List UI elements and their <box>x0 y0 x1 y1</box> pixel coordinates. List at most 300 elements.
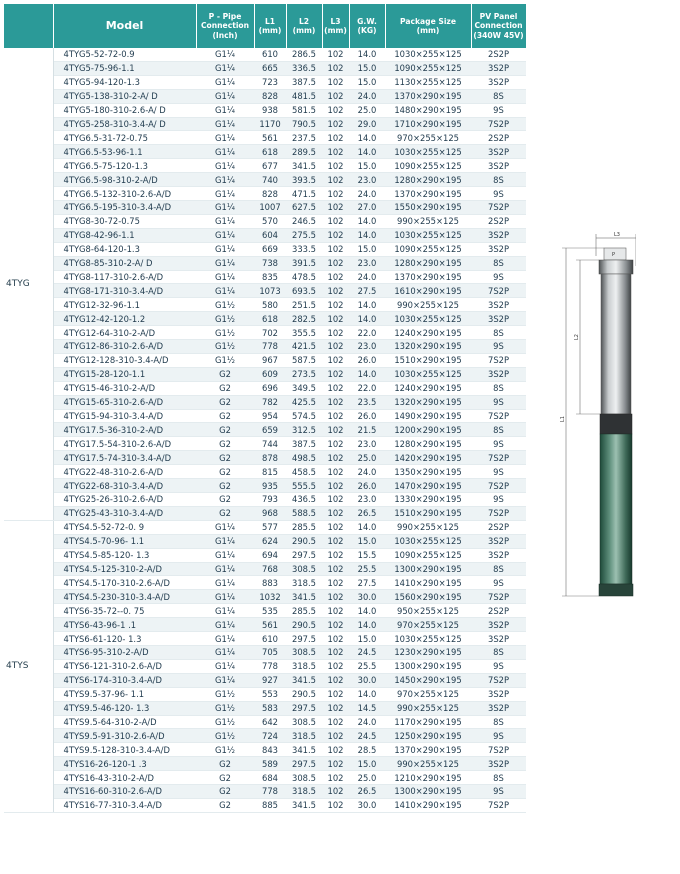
cell-gw: 26.0 <box>349 479 385 493</box>
cell-l2: 458.5 <box>286 465 322 479</box>
cell-pipe: G1¼ <box>196 214 254 228</box>
cell-l3: 102 <box>322 409 349 423</box>
cell-package: 1090×255×125 <box>385 242 471 256</box>
table-row <box>4 673 526 687</box>
cell-l3: 102 <box>322 562 349 576</box>
cell-l1: 883 <box>254 576 286 590</box>
table-row <box>4 214 526 228</box>
table-row <box>4 785 526 799</box>
table-row <box>4 562 526 576</box>
cell-pv: 3S2P <box>471 367 526 381</box>
cell-l1: 723 <box>254 75 286 89</box>
cell-gw: 14.0 <box>349 131 385 145</box>
cell-gw: 24.0 <box>349 465 385 479</box>
cell-l2: 588.5 <box>286 506 322 520</box>
cell-model: 4TYG8-117-310-2.6-A/D <box>53 270 196 284</box>
cell-l2: 297.5 <box>286 757 322 771</box>
cell-gw: 14.0 <box>349 687 385 701</box>
l1-label: L1 <box>560 416 566 422</box>
cell-pv: 3S2P <box>471 687 526 701</box>
cell-l3: 102 <box>322 270 349 284</box>
cell-l3: 102 <box>322 437 349 451</box>
cell-model: 4TYG15-46-310-2-A/D <box>53 381 196 395</box>
cell-l3: 102 <box>322 576 349 590</box>
cell-gw: 24.0 <box>349 187 385 201</box>
cell-package: 1300×290×195 <box>385 659 471 673</box>
cell-l1: 609 <box>254 367 286 381</box>
cell-gw: 25.5 <box>349 659 385 673</box>
cell-pv: 3S2P <box>471 242 526 256</box>
cell-package: 1450×290×195 <box>385 673 471 687</box>
cell-l2: 297.5 <box>286 632 322 646</box>
cell-model: 4TYS6-35-72--0. 75 <box>53 604 196 618</box>
cell-package: 1710×290×195 <box>385 117 471 131</box>
cell-pipe: G2 <box>196 506 254 520</box>
cell-gw: 14.0 <box>349 618 385 632</box>
cell-l3: 102 <box>322 590 349 604</box>
cell-pv: 8S <box>471 645 526 659</box>
table-row <box>4 701 526 715</box>
cell-l1: 885 <box>254 798 286 812</box>
header-l1: L1 (mm) <box>254 4 286 48</box>
cell-package: 990×255×125 <box>385 298 471 312</box>
cell-l1: 583 <box>254 701 286 715</box>
l3-label: L3 <box>614 232 620 238</box>
cell-l2: 555.5 <box>286 479 322 493</box>
cell-l3: 102 <box>322 159 349 173</box>
cell-l3: 102 <box>322 757 349 771</box>
header-pipe: P - Pipe Connection (Inch) <box>196 4 254 48</box>
cell-model: 4TYG25-43-310-3.4-A/D <box>53 506 196 520</box>
cell-gw: 23.0 <box>349 173 385 187</box>
cell-gw: 15.0 <box>349 534 385 548</box>
cell-package: 1280×290×195 <box>385 173 471 187</box>
cell-gw: 14.5 <box>349 701 385 715</box>
cell-l2: 387.5 <box>286 437 322 451</box>
cell-l1: 705 <box>254 645 286 659</box>
spec-table <box>4 4 527 813</box>
cell-package: 970×255×125 <box>385 687 471 701</box>
cell-l3: 102 <box>322 493 349 507</box>
cell-model: 4TYG6.5-53-96-1.1 <box>53 145 196 159</box>
table-row <box>4 326 526 340</box>
pump-diagram <box>536 226 636 626</box>
cell-pipe: G2 <box>196 798 254 812</box>
cell-model: 4TYG17.5-36-310-2-A/D <box>53 423 196 437</box>
cell-pipe: G2 <box>196 409 254 423</box>
cell-l3: 102 <box>322 75 349 89</box>
table-row <box>4 145 526 159</box>
cell-gw: 25.5 <box>349 562 385 576</box>
cell-l2: 341.5 <box>286 590 322 604</box>
cell-l2: 275.5 <box>286 228 322 242</box>
cell-gw: 22.0 <box>349 326 385 340</box>
cell-l3: 102 <box>322 423 349 437</box>
cell-pv: 3S2P <box>471 61 526 75</box>
cell-pv: 8S <box>471 423 526 437</box>
cell-package: 1030×255×125 <box>385 632 471 646</box>
table-row <box>4 395 526 409</box>
table-row <box>4 729 526 743</box>
cell-l1: 1032 <box>254 590 286 604</box>
table-row <box>4 75 526 89</box>
table-row <box>4 451 526 465</box>
cell-l1: 580 <box>254 298 286 312</box>
cell-gw: 22.0 <box>349 381 385 395</box>
cell-model: 4TYG15-65-310-2.6-A/D <box>53 395 196 409</box>
cell-pv: 8S <box>471 326 526 340</box>
cell-l1: 684 <box>254 771 286 785</box>
cell-pipe: G2 <box>196 757 254 771</box>
cell-pipe: G1½ <box>196 687 254 701</box>
cell-l2: 297.5 <box>286 548 322 562</box>
cell-pipe: G1¼ <box>196 131 254 145</box>
table-row <box>4 645 526 659</box>
table-row <box>4 590 526 604</box>
cell-gw: 15.0 <box>349 757 385 771</box>
table-row <box>4 534 526 548</box>
cell-gw: 14.0 <box>349 214 385 228</box>
table-body <box>4 48 526 812</box>
cell-l2: 341.5 <box>286 673 322 687</box>
cell-l1: 677 <box>254 159 286 173</box>
cell-gw: 23.5 <box>349 395 385 409</box>
cell-model: 4TYS4.5-52-72-0. 9 <box>53 520 196 534</box>
table-row <box>4 61 526 75</box>
cell-pv: 3S2P <box>471 632 526 646</box>
cell-pv: 9S <box>471 187 526 201</box>
cell-pipe: G1¼ <box>196 548 254 562</box>
cell-pipe: G1¼ <box>196 520 254 534</box>
header-l2: L2 (mm) <box>286 4 322 48</box>
cell-gw: 26.0 <box>349 409 385 423</box>
cell-gw: 21.5 <box>349 423 385 437</box>
table-row <box>4 340 526 354</box>
cell-pv: 3S2P <box>471 159 526 173</box>
table-row <box>4 757 526 771</box>
cell-l3: 102 <box>322 214 349 228</box>
table-row <box>4 423 526 437</box>
cell-pipe: G2 <box>196 395 254 409</box>
cell-l3: 102 <box>322 534 349 548</box>
table-row <box>4 479 526 493</box>
cell-l3: 102 <box>322 785 349 799</box>
cell-pv: 8S <box>471 562 526 576</box>
cell-package: 1090×255×125 <box>385 61 471 75</box>
cell-pv: 9S <box>471 103 526 117</box>
cell-l2: 285.5 <box>286 520 322 534</box>
cell-l2: 478.5 <box>286 270 322 284</box>
cell-l3: 102 <box>322 256 349 270</box>
cell-gw: 27.0 <box>349 200 385 214</box>
l2-label: L2 <box>574 334 580 340</box>
cell-gw: 14.0 <box>349 48 385 61</box>
cell-package: 1170×290×195 <box>385 715 471 729</box>
cell-package: 1610×290×195 <box>385 284 471 298</box>
cell-model: 4TYS9.5-128-310-3.4-A/D <box>53 743 196 757</box>
cell-l1: 740 <box>254 173 286 187</box>
cell-l3: 102 <box>322 89 349 103</box>
cell-pipe: G1¼ <box>196 632 254 646</box>
cell-pv: 7S2P <box>471 743 526 757</box>
cell-package: 1250×290×195 <box>385 729 471 743</box>
cell-gw: 25.0 <box>349 771 385 785</box>
cell-l2: 318.5 <box>286 729 322 743</box>
cell-pv: 7S2P <box>471 506 526 520</box>
cell-package: 970×255×125 <box>385 618 471 632</box>
table-row <box>4 437 526 451</box>
cell-package: 950×255×125 <box>385 604 471 618</box>
cell-l3: 102 <box>322 659 349 673</box>
cell-model: 4TYG22-68-310-3.4-A/D <box>53 479 196 493</box>
motor-body <box>600 434 632 584</box>
cell-gw: 14.0 <box>349 312 385 326</box>
cell-l3: 102 <box>322 131 349 145</box>
table-row <box>4 173 526 187</box>
table-row <box>4 131 526 145</box>
cell-package: 1280×290×195 <box>385 256 471 270</box>
cell-package: 1230×290×195 <box>385 645 471 659</box>
table-row <box>4 312 526 326</box>
pump-body <box>601 274 631 414</box>
cell-l3: 102 <box>322 367 349 381</box>
cell-pv: 3S2P <box>471 312 526 326</box>
cell-model: 4TYG8-30-72-0.75 <box>53 214 196 228</box>
table-row <box>4 604 526 618</box>
cell-l1: 589 <box>254 757 286 771</box>
cell-model: 4TYG12-32-96-1.1 <box>53 298 196 312</box>
cell-gw: 30.0 <box>349 798 385 812</box>
cell-model: 4TYG5-52-72-0.9 <box>53 48 196 61</box>
cell-pv: 8S <box>471 715 526 729</box>
cell-l1: 878 <box>254 451 286 465</box>
cell-pipe: G1¼ <box>196 256 254 270</box>
cell-package: 1510×290×195 <box>385 506 471 520</box>
cell-l2: 289.5 <box>286 145 322 159</box>
cell-l1: 665 <box>254 61 286 75</box>
cell-l3: 102 <box>322 173 349 187</box>
cell-l2: 251.5 <box>286 298 322 312</box>
cell-pv: 3S2P <box>471 75 526 89</box>
cell-l2: 425.5 <box>286 395 322 409</box>
cell-model: 4TYG15-28-120-1.1 <box>53 367 196 381</box>
cell-l1: 927 <box>254 673 286 687</box>
table-row <box>4 409 526 423</box>
cell-model: 4TYS6-121-310-2.6-A/D <box>53 659 196 673</box>
cell-gw: 23.0 <box>349 437 385 451</box>
cell-l1: 624 <box>254 534 286 548</box>
cell-l3: 102 <box>322 729 349 743</box>
cell-pipe: G1¼ <box>196 48 254 61</box>
cell-model: 4TYS4.5-230-310-3.4-A/D <box>53 590 196 604</box>
cell-l2: 237.5 <box>286 131 322 145</box>
cell-package: 1370×290×195 <box>385 270 471 284</box>
table-row <box>4 367 526 381</box>
cell-gw: 26.0 <box>349 353 385 367</box>
cell-pipe: G2 <box>196 451 254 465</box>
cell-l1: 768 <box>254 562 286 576</box>
table-row <box>4 298 526 312</box>
cell-l3: 102 <box>322 604 349 618</box>
cell-pipe: G1¼ <box>196 590 254 604</box>
cell-l2: 436.5 <box>286 493 322 507</box>
cell-model: 4TYS6-61-120- 1.3 <box>53 632 196 646</box>
p-label: P <box>612 252 616 258</box>
cell-pv: 2S2P <box>471 604 526 618</box>
table-row <box>4 798 526 812</box>
cell-l3: 102 <box>322 242 349 256</box>
cell-pv: 7S2P <box>471 590 526 604</box>
cell-l3: 102 <box>322 715 349 729</box>
cell-pv: 3S2P <box>471 534 526 548</box>
cell-package: 1370×290×195 <box>385 743 471 757</box>
cell-l1: 561 <box>254 618 286 632</box>
cell-pv: 3S2P <box>471 548 526 562</box>
cell-gw: 15.0 <box>349 61 385 75</box>
cell-gw: 14.0 <box>349 228 385 242</box>
cell-pipe: G1¼ <box>196 173 254 187</box>
cell-l3: 102 <box>322 312 349 326</box>
table-row <box>4 618 526 632</box>
cell-pv: 8S <box>471 771 526 785</box>
cell-pv: 9S <box>471 395 526 409</box>
cell-l1: 1170 <box>254 117 286 131</box>
table-row <box>4 520 526 534</box>
cell-pv: 2S2P <box>471 131 526 145</box>
cell-model: 4TYG6.5-132-310-2.6-A/D <box>53 187 196 201</box>
cell-l2: 341.5 <box>286 159 322 173</box>
cell-pipe: G1¼ <box>196 673 254 687</box>
cell-model: 4TYG15-94-310-3.4-A/D <box>53 409 196 423</box>
cell-pv: 9S <box>471 729 526 743</box>
cell-package: 1410×290×195 <box>385 576 471 590</box>
cell-l3: 102 <box>322 673 349 687</box>
cell-pv: 8S <box>471 256 526 270</box>
cell-pipe: G1½ <box>196 312 254 326</box>
cell-gw: 23.0 <box>349 493 385 507</box>
cell-pipe: G1¼ <box>196 89 254 103</box>
cell-package: 1550×290×195 <box>385 200 471 214</box>
cell-pv: 3S2P <box>471 618 526 632</box>
table-row <box>4 632 526 646</box>
cell-pv: 3S2P <box>471 298 526 312</box>
motor-base <box>599 584 633 596</box>
cell-pipe: G1½ <box>196 729 254 743</box>
cell-l3: 102 <box>322 479 349 493</box>
cell-pipe: G1¼ <box>196 103 254 117</box>
cell-l2: 574.5 <box>286 409 322 423</box>
cell-l3: 102 <box>322 353 349 367</box>
cell-package: 990×255×125 <box>385 757 471 771</box>
cell-pv: 2S2P <box>471 520 526 534</box>
cell-package: 1030×255×125 <box>385 534 471 548</box>
cell-l2: 246.5 <box>286 214 322 228</box>
cell-pv: 3S2P <box>471 145 526 159</box>
cell-package: 990×255×125 <box>385 214 471 228</box>
series-label: 4TYS <box>4 520 53 812</box>
cell-pipe: G1¼ <box>196 576 254 590</box>
cell-l1: 828 <box>254 187 286 201</box>
table-row <box>4 465 526 479</box>
cell-package: 1240×290×195 <box>385 381 471 395</box>
cell-package: 1030×255×125 <box>385 312 471 326</box>
cell-gw: 25.0 <box>349 451 385 465</box>
cell-gw: 30.0 <box>349 590 385 604</box>
cell-pv: 9S <box>471 437 526 451</box>
table-row <box>4 659 526 673</box>
cell-l1: 724 <box>254 729 286 743</box>
cell-model: 4TYS9.5-46-120- 1.3 <box>53 701 196 715</box>
cell-l1: 938 <box>254 103 286 117</box>
cell-l3: 102 <box>322 145 349 159</box>
cell-l1: 778 <box>254 340 286 354</box>
cell-pv: 9S <box>471 659 526 673</box>
cell-l1: 1073 <box>254 284 286 298</box>
cell-package: 970×255×125 <box>385 131 471 145</box>
cell-model: 4TYG12-42-120-1.2 <box>53 312 196 326</box>
cell-pipe: G1¼ <box>196 200 254 214</box>
cell-pv: 7S2P <box>471 117 526 131</box>
cell-pv: 8S <box>471 89 526 103</box>
cell-model: 4TYS9.5-37-96- 1.1 <box>53 687 196 701</box>
cell-l2: 290.5 <box>286 618 322 632</box>
table-row <box>4 242 526 256</box>
table-row <box>4 743 526 757</box>
cell-pv: 9S <box>471 270 526 284</box>
cell-l1: 738 <box>254 256 286 270</box>
cell-l3: 102 <box>322 632 349 646</box>
cell-package: 1300×290×195 <box>385 785 471 799</box>
header-row <box>4 4 526 48</box>
cell-l1: 835 <box>254 270 286 284</box>
cell-l1: 702 <box>254 326 286 340</box>
cell-l2: 587.5 <box>286 353 322 367</box>
cell-pipe: G1¼ <box>196 645 254 659</box>
cell-pipe: G1¼ <box>196 228 254 242</box>
cell-gw: 24.5 <box>349 645 385 659</box>
cell-model: 4TYG8-42-96-1.1 <box>53 228 196 242</box>
cell-l2: 308.5 <box>286 562 322 576</box>
cell-pipe: G2 <box>196 771 254 785</box>
table-row <box>4 687 526 701</box>
cell-l3: 102 <box>322 506 349 520</box>
cell-package: 1090×255×125 <box>385 548 471 562</box>
table-row <box>4 771 526 785</box>
cell-pv: 7S2P <box>471 353 526 367</box>
cell-pv: 9S <box>471 785 526 799</box>
cell-l3: 102 <box>322 340 349 354</box>
cell-l2: 341.5 <box>286 743 322 757</box>
cell-model: 4TYG5-138-310-2-A/ D <box>53 89 196 103</box>
cell-l2: 627.5 <box>286 200 322 214</box>
cell-pipe: G1½ <box>196 353 254 367</box>
table-row <box>4 228 526 242</box>
series-header <box>4 4 53 48</box>
cell-gw: 15.0 <box>349 632 385 646</box>
cell-pipe: G1¼ <box>196 659 254 673</box>
cell-package: 1370×290×195 <box>385 89 471 103</box>
pump-head <box>599 260 633 274</box>
cell-model: 4TYG6.5-75-120-1.3 <box>53 159 196 173</box>
cell-gw: 14.0 <box>349 367 385 381</box>
cell-pipe: G1¼ <box>196 534 254 548</box>
cell-l2: 481.5 <box>286 89 322 103</box>
cell-l3: 102 <box>322 48 349 61</box>
table-row <box>4 159 526 173</box>
cell-l3: 102 <box>322 228 349 242</box>
cell-model: 4TYG6.5-31-72-0.75 <box>53 131 196 145</box>
cell-package: 1410×290×195 <box>385 798 471 812</box>
